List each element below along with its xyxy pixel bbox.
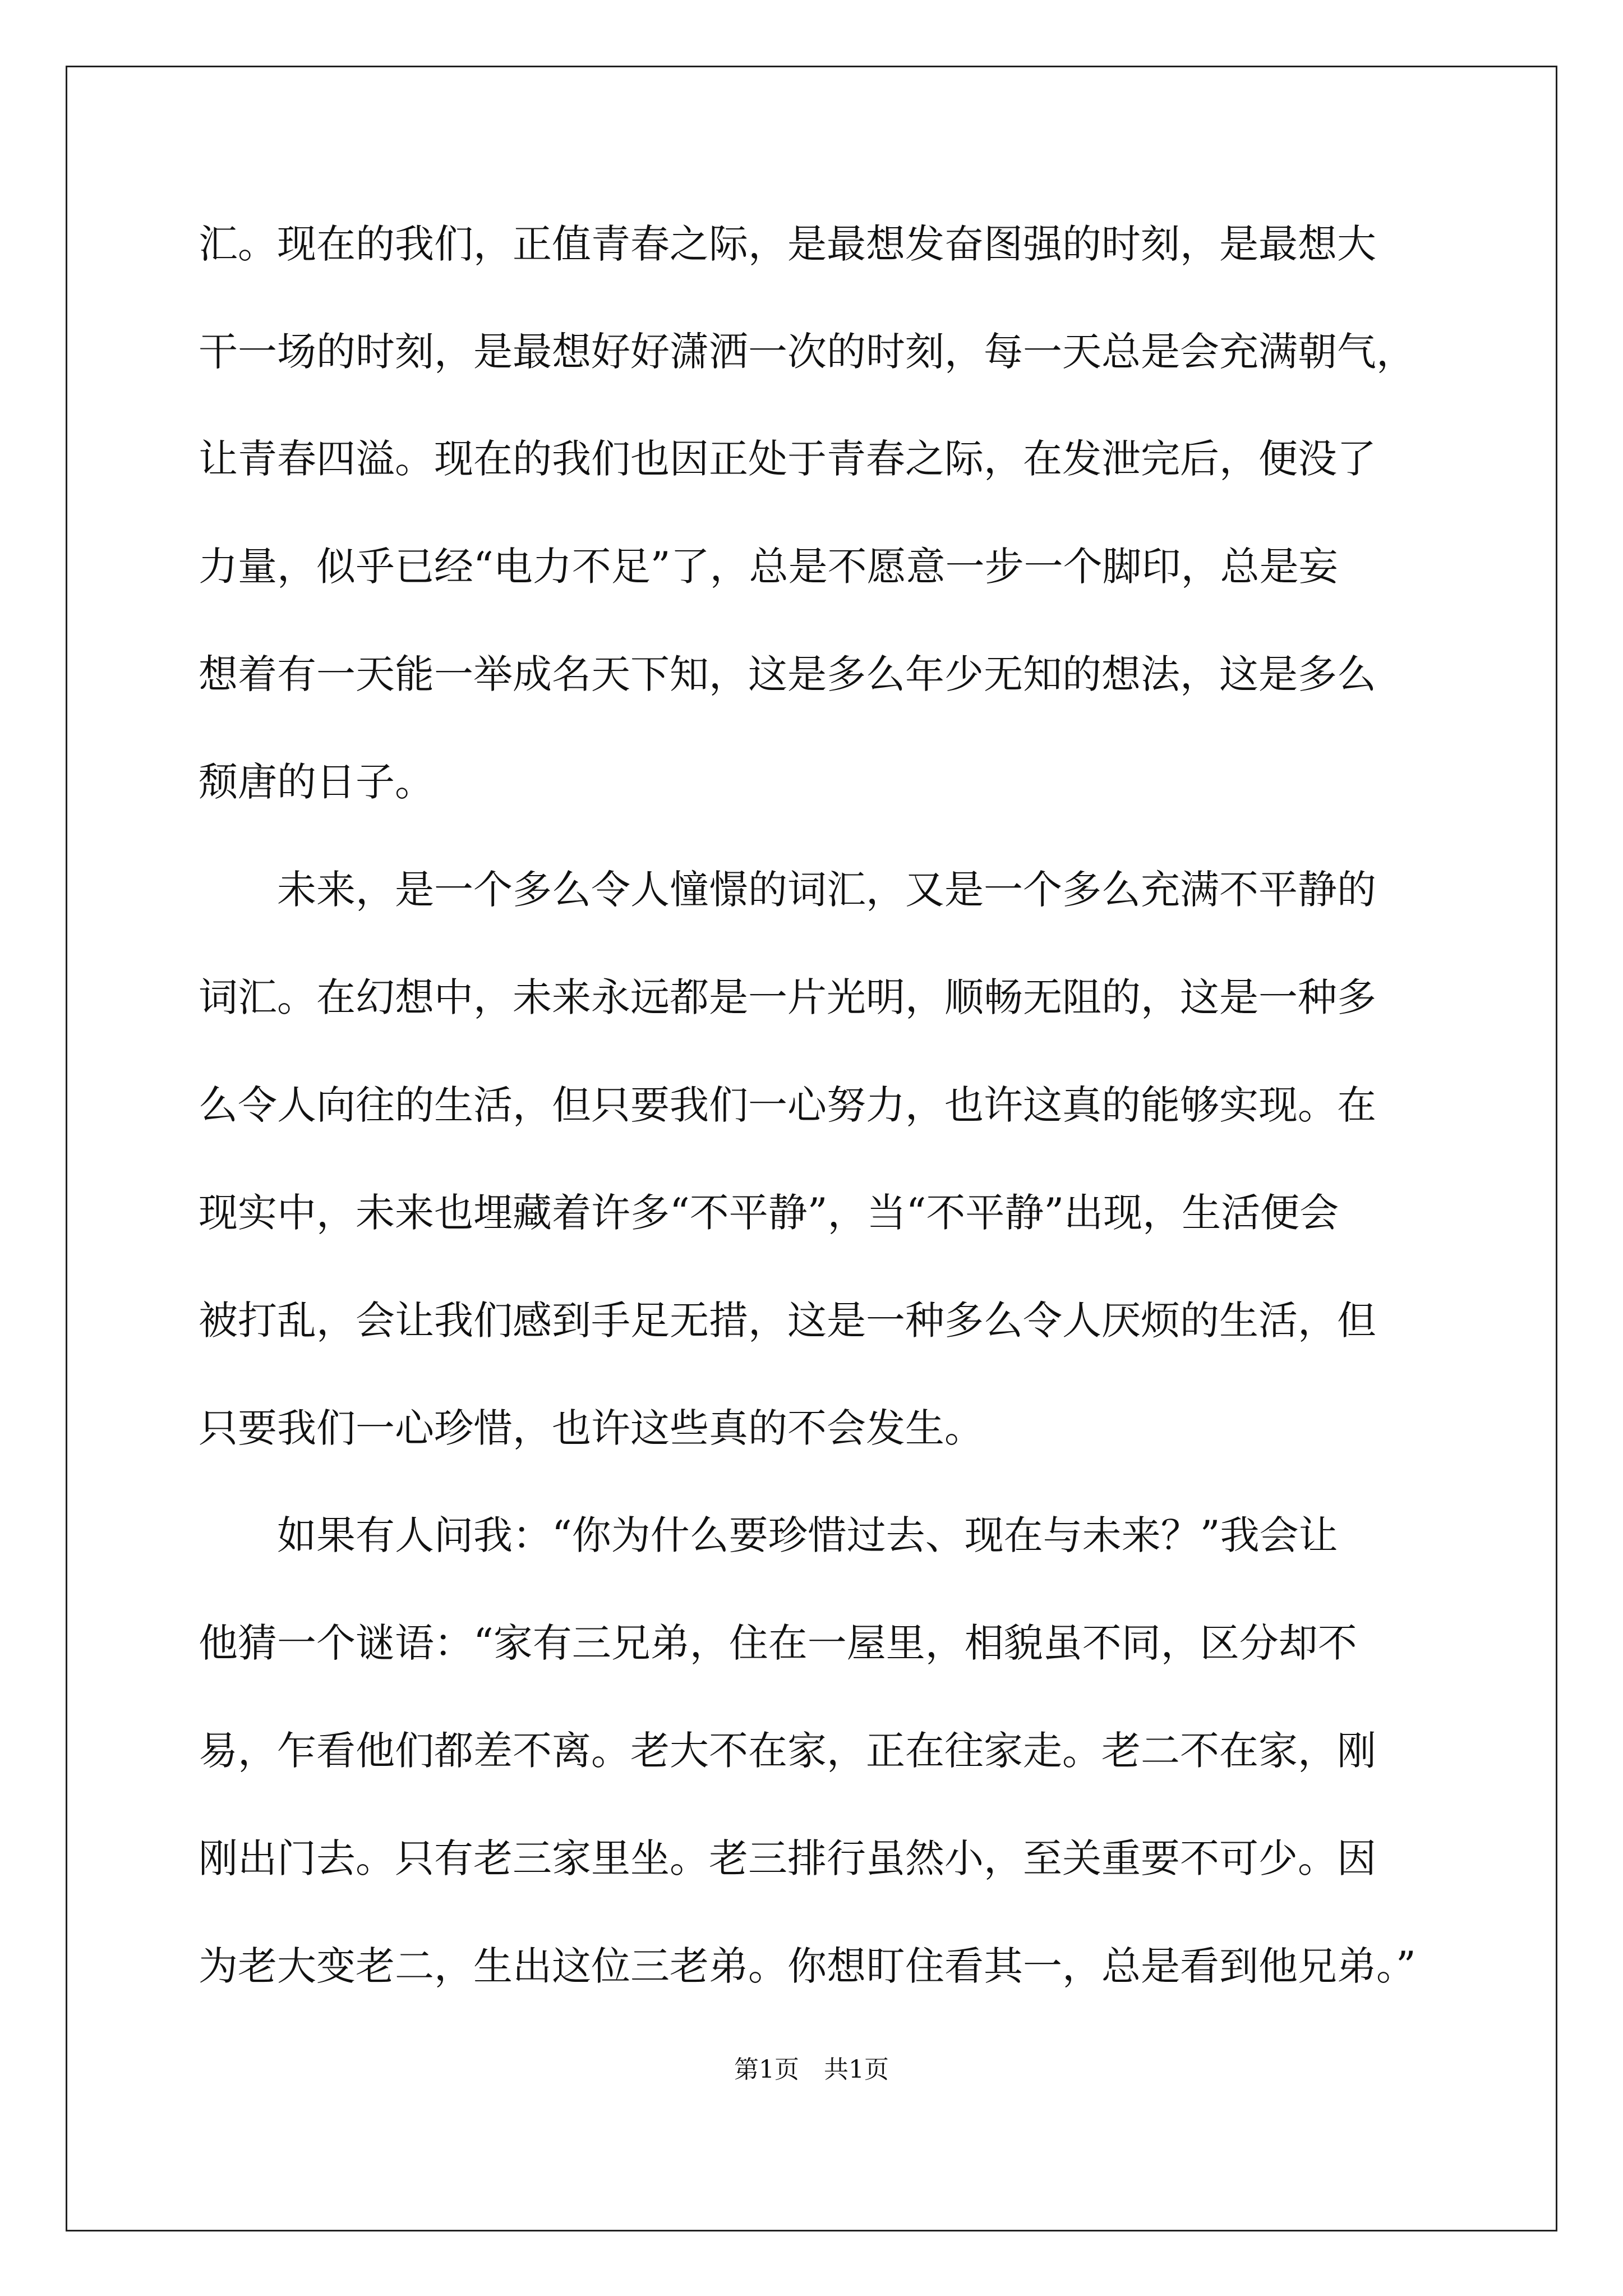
page-footer: 第1页 共1页 xyxy=(734,2055,889,2084)
text-line-13: 如果有人问我：“你为什么要珍惜过去、现在与未来？”我会让 xyxy=(199,1512,1338,1558)
text-line-3: 让青春四溢。现在的我们也因正处于青春之际，在发泄完后，便没了 xyxy=(199,436,1376,482)
text-line-17: 为老大变老二，生出这位三老弟。你想盯住看其一，总是看到他兄弟。” xyxy=(199,1943,1416,1989)
text-line-10: 现实中，未来也埋藏着许多“不平静”，当“不平静”出现，生活便会 xyxy=(199,1190,1339,1236)
text-line-8: 词汇。在幻想中，未来永远都是一片光明，顺畅无阻的，这是一种多 xyxy=(199,974,1376,1020)
text-line-16: 刚出门去。只有老三家里坐。老三排行虽然小，至关重要不可少。因 xyxy=(199,1835,1376,1881)
text-line-15: 易，乍看他们都差不离。老大不在家，正在往家走。老二不在家，刚 xyxy=(199,1728,1376,1774)
text-line-6: 颓唐的日子。 xyxy=(199,759,434,805)
text-line-14: 他猜一个谜语：“家有三兄弟，住在一屋里，相貌虽不同，区分却不 xyxy=(199,1620,1357,1666)
text-line-12: 只要我们一心珍惜，也许这些真的不会发生。 xyxy=(199,1405,984,1451)
text-line-4: 力量，似乎已经“电力不足”了，总是不愿意一步一个脚印，总是妄 xyxy=(199,544,1338,590)
text-line-1: 汇。现在的我们，正值青春之际，是最想发奋图强的时刻，是最想大 xyxy=(199,221,1376,267)
text-line-11: 被打乱，会让我们感到手足无措，这是一种多么令人厌烦的生活，但 xyxy=(199,1297,1376,1343)
text-line-9: 么令人向往的生活，但只要我们一心努力，也许这真的能够实现。在 xyxy=(199,1082,1376,1128)
text-line-5: 想着有一天能一举成名天下知，这是多么年少无知的想法，这是多么 xyxy=(199,651,1376,697)
text-line-2: 干一场的时刻，是最想好好潇洒一次的时刻，每一天总是会充满朝气， xyxy=(199,329,1415,375)
page-border xyxy=(66,66,1557,2231)
text-line-7: 未来，是一个多么令人憧憬的词汇，又是一个多么充满不平静的 xyxy=(199,867,1376,913)
